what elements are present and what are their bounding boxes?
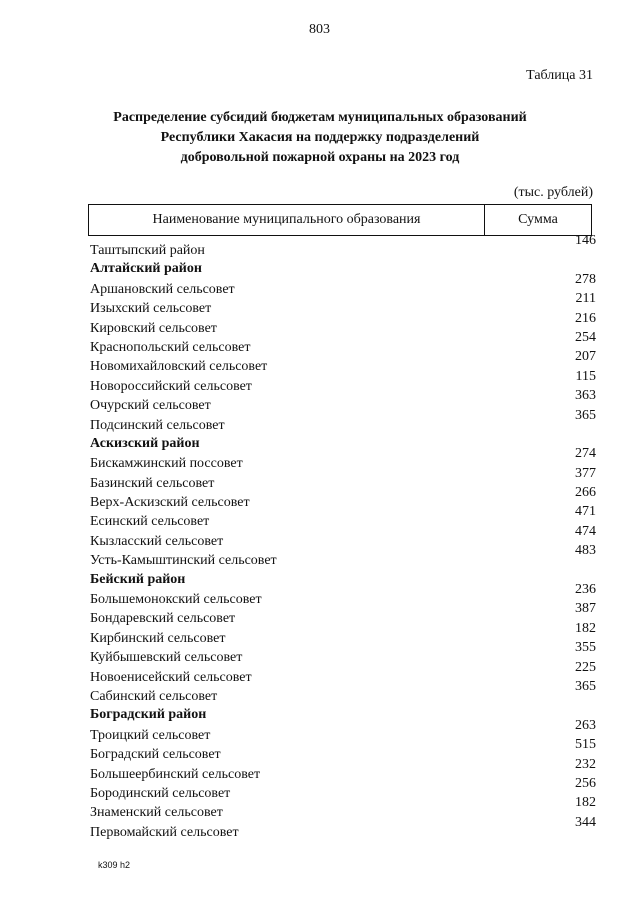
municipality-name: Новороссийский сельсовет [90, 378, 252, 394]
subsidy-amount: 387 [575, 601, 596, 617]
subsidy-amount: 146 [575, 233, 596, 248]
table-body [90, 233, 598, 840]
table-row [90, 271, 598, 297]
municipality-name: Куйбышевский сельсовет [90, 650, 243, 666]
table-row [90, 659, 598, 685]
table-title [60, 108, 580, 168]
subsidy-amount: 225 [575, 659, 596, 675]
municipality-name: Знаменский сельсовет [90, 805, 223, 821]
municipality-name: Сабинский сельсовет [90, 688, 218, 704]
page-number: 803 [309, 22, 330, 37]
district-name: Алтайский район [90, 261, 202, 277]
district-header-row [90, 432, 598, 451]
subsidy-amount: 377 [575, 465, 596, 481]
subsidy-amount: 182 [575, 795, 596, 811]
subsidy-amount: 211 [575, 291, 596, 307]
subsidy-amount: 474 [575, 523, 596, 539]
subsidy-amount: 363 [575, 388, 596, 404]
table-row [90, 504, 598, 530]
table-row [90, 233, 598, 258]
table-row [90, 310, 598, 336]
municipality-name: Изыхский сельсовет [90, 301, 212, 317]
table-row [90, 329, 598, 355]
table-row [90, 368, 598, 394]
municipality-name: Первомайский сельсовет [90, 824, 239, 840]
district-name: Аскизский район [90, 435, 200, 451]
subsidy-amount: 355 [575, 640, 596, 656]
municipality-name: Есинский сельсовет [90, 514, 210, 530]
title-line: добровольной пожарной охраны на 2023 год [180, 150, 460, 165]
table-row [90, 349, 598, 375]
table-row [90, 465, 598, 491]
subsidy-amount: 278 [575, 271, 596, 287]
table-row [90, 388, 598, 414]
table-row [90, 756, 598, 782]
municipality-name: Большеербинский сельсовет [90, 766, 261, 782]
municipality-name: Кирбинский сельсовет [90, 630, 226, 646]
subsidy-amount: 236 [575, 582, 596, 598]
table-row [90, 795, 598, 821]
municipality-name: Усть-Камыштинский сельсовет [90, 553, 277, 569]
table-header [88, 204, 592, 236]
table-row [90, 485, 598, 511]
municipality-name: Базинский сельсовет [90, 475, 215, 491]
table-row [90, 601, 598, 627]
municipality-name: Новоенисейский сельсовет [90, 669, 252, 685]
municipality-name: Кировский сельсовет [90, 320, 217, 336]
municipality-name: Краснопольский сельсовет [90, 339, 251, 355]
table-row [90, 582, 598, 608]
header-name-column: Наименование муниципального образования [89, 205, 485, 235]
title-line: Республики Хакасия на поддержку подразделений [160, 130, 480, 145]
subsidy-amount: 216 [575, 310, 596, 326]
table-label: Таблица 31 [526, 68, 593, 83]
subsidy-amount: 344 [575, 814, 596, 830]
subsidy-amount: 232 [575, 756, 596, 772]
municipality-name: Боградский сельсовет [90, 747, 221, 763]
district-header-row [90, 257, 598, 276]
table-row [90, 640, 598, 666]
municipality-name: Троицкий сельсовет [90, 727, 211, 743]
table-row [90, 446, 598, 472]
municipality-name: Кызласский сельсовет [90, 533, 224, 549]
table-row [90, 620, 598, 646]
municipality-name: Очурский сельсовет [90, 398, 211, 414]
municipality-name: Таштыпский район [90, 243, 205, 258]
municipality-name: Верх-Аскизский сельсовет [90, 495, 250, 511]
municipality-name: Бородинский сельсовет [90, 785, 231, 801]
table-row [90, 775, 598, 801]
subsidy-amount: 115 [575, 368, 596, 384]
table-row [90, 678, 598, 704]
subsidy-amount: 266 [575, 485, 596, 501]
subsidy-amount: 207 [575, 349, 596, 365]
district-header-row [90, 703, 598, 722]
municipality-name: Новомихайловский сельсовет [90, 359, 268, 375]
table-row [90, 407, 598, 433]
footer-code: k309 h2 [98, 860, 131, 870]
subsidy-amount: 365 [575, 678, 596, 694]
table-row [90, 543, 598, 569]
municipality-name: Аршановский сельсовет [90, 281, 235, 297]
district-header-row [90, 568, 598, 587]
municipality-name: Бондаревский сельсовет [90, 611, 236, 627]
table-row [90, 717, 598, 743]
municipality-name: Подсинский сельсовет [90, 417, 225, 433]
subsidy-amount: 182 [575, 620, 596, 636]
subsidy-amount: 256 [575, 775, 596, 791]
municipality-name: Большемонокский сельсовет [90, 592, 262, 608]
district-name: Бейский район [90, 571, 186, 587]
table-row [90, 523, 598, 549]
subsidy-amount: 254 [575, 329, 596, 345]
subsidy-amount: 515 [575, 737, 596, 753]
subsidy-amount: 483 [575, 543, 596, 559]
district-name: Боградский район [90, 707, 207, 723]
subsidy-amount: 263 [575, 717, 596, 733]
table-row [90, 814, 598, 840]
subsidy-amount: 274 [575, 446, 596, 462]
subsidy-amount: 365 [575, 407, 596, 423]
municipality-name: Бискамжинский поссовет [90, 456, 243, 472]
table-row [90, 737, 598, 763]
title-line: Распределение субсидий бюджетам муниципальных образований [113, 110, 527, 125]
subsidy-amount: 471 [575, 504, 596, 520]
header-sum-column: Сумма [518, 212, 558, 227]
table-row [90, 291, 598, 317]
units-label: (тыс. рублей) [513, 185, 593, 200]
